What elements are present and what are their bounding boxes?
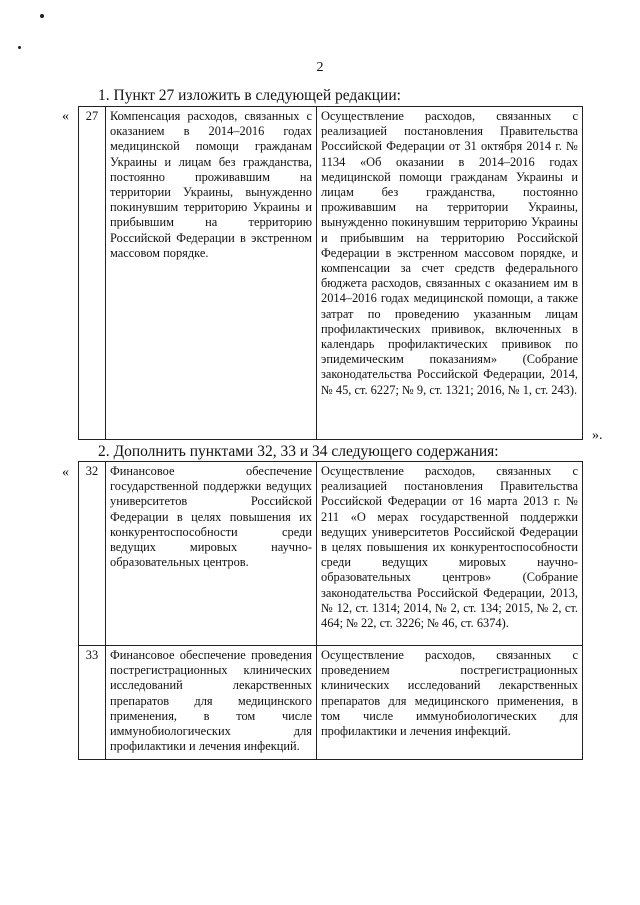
close-quote-1: ».: [592, 428, 603, 443]
row-number: 32: [79, 462, 106, 646]
items-32-33-table: [78, 461, 583, 760]
row-title: Компенсация расходов, связанных с оказанием в 2014–2016 годах медицинской помощи гражданам Украины и лицам без гражданства, постоянно проживавшим на территории Украины, вынужденно покинувшим территорию Украины и прибывшим на территорию Российской Федерации в экстренном массовом порядке.: [106, 107, 317, 440]
row-title: Финансовое обеспечение проведения пострегистрационных клинических исследований лекарственных препаратов для медицинского применения, в том числе иммунобиологических для профилактики и лечения инфекций.: [106, 646, 317, 760]
table-row: [79, 646, 583, 760]
scan-speck: [18, 46, 21, 49]
section-2-heading: 2. Дополнить пунктами 32, 33 и 34 следующего содержания:: [98, 443, 499, 460]
item-27-table: [78, 106, 583, 440]
row-number: 33: [79, 646, 106, 760]
row-description: Осуществление расходов, связанных с проведением пострегистрационных клинических исследований лекарственных препаратов для медицинского применения, в том числе иммунобиологических для профилактики и лечения инфекций.: [317, 646, 583, 760]
table-row: [79, 462, 583, 646]
row-title: Финансовое обеспечение государственной поддержки ведущих университетов Российской Федерации в целях повышения их конкурентоспособности среди ведущих мировых научно-образовательных центров.: [106, 462, 317, 646]
open-quote-1: «: [62, 109, 69, 124]
row-description: Осуществление расходов, связанных с реализацией постановления Правительства Российской Федерации от 31 октября 2014 г. № 1134 «Об оказании в 2014–2016 годах медицинской помощи гражданам Украины и лицам без гражданства, постоянно проживавшим на территории Украины, вынужденно покинувшим территорию Украины и прибывшим на территорию Российской Федерации в экстренном массовом порядке, и компенсации за счет средств федерального бюджета расходов, связанных с оказанием им в 2014–2016 годах медицинской помощи, а также затрат по проведению указанным лицам профилактических прививок, включенных в календарь профилактических прививок по эпидемическим показаниям» (Собрание законодательства Российской Федерации, 2014, № 45, ст. 6227; № 9, ст. 1321; 2016, № 1, ст. 243).: [317, 107, 583, 440]
table-row: [79, 107, 583, 440]
section-1-heading: 1. Пункт 27 изложить в следующей редакции:: [98, 87, 401, 104]
scan-speck: [40, 14, 44, 18]
row-description: Осуществление расходов, связанных с реализацией постановления Правительства Российской Федерации от 16 марта 2013 г. № 211 «О мерах государственной поддержки ведущих университетов Российской Федерации в целях повышения их конкурентоспособности среди ведущих мировых научно-образовательных центров» (Собрание законодательства Российской Федерации, 2013, № 12, ст. 1314; 2014, № 2, ст. 134; 2015, № 2, ст. 464; № 22, ст. 3226; № 46, ст. 6374).: [317, 462, 583, 646]
row-number: 27: [79, 107, 106, 440]
open-quote-2: «: [62, 465, 69, 480]
page-number: 2: [316, 60, 324, 75]
